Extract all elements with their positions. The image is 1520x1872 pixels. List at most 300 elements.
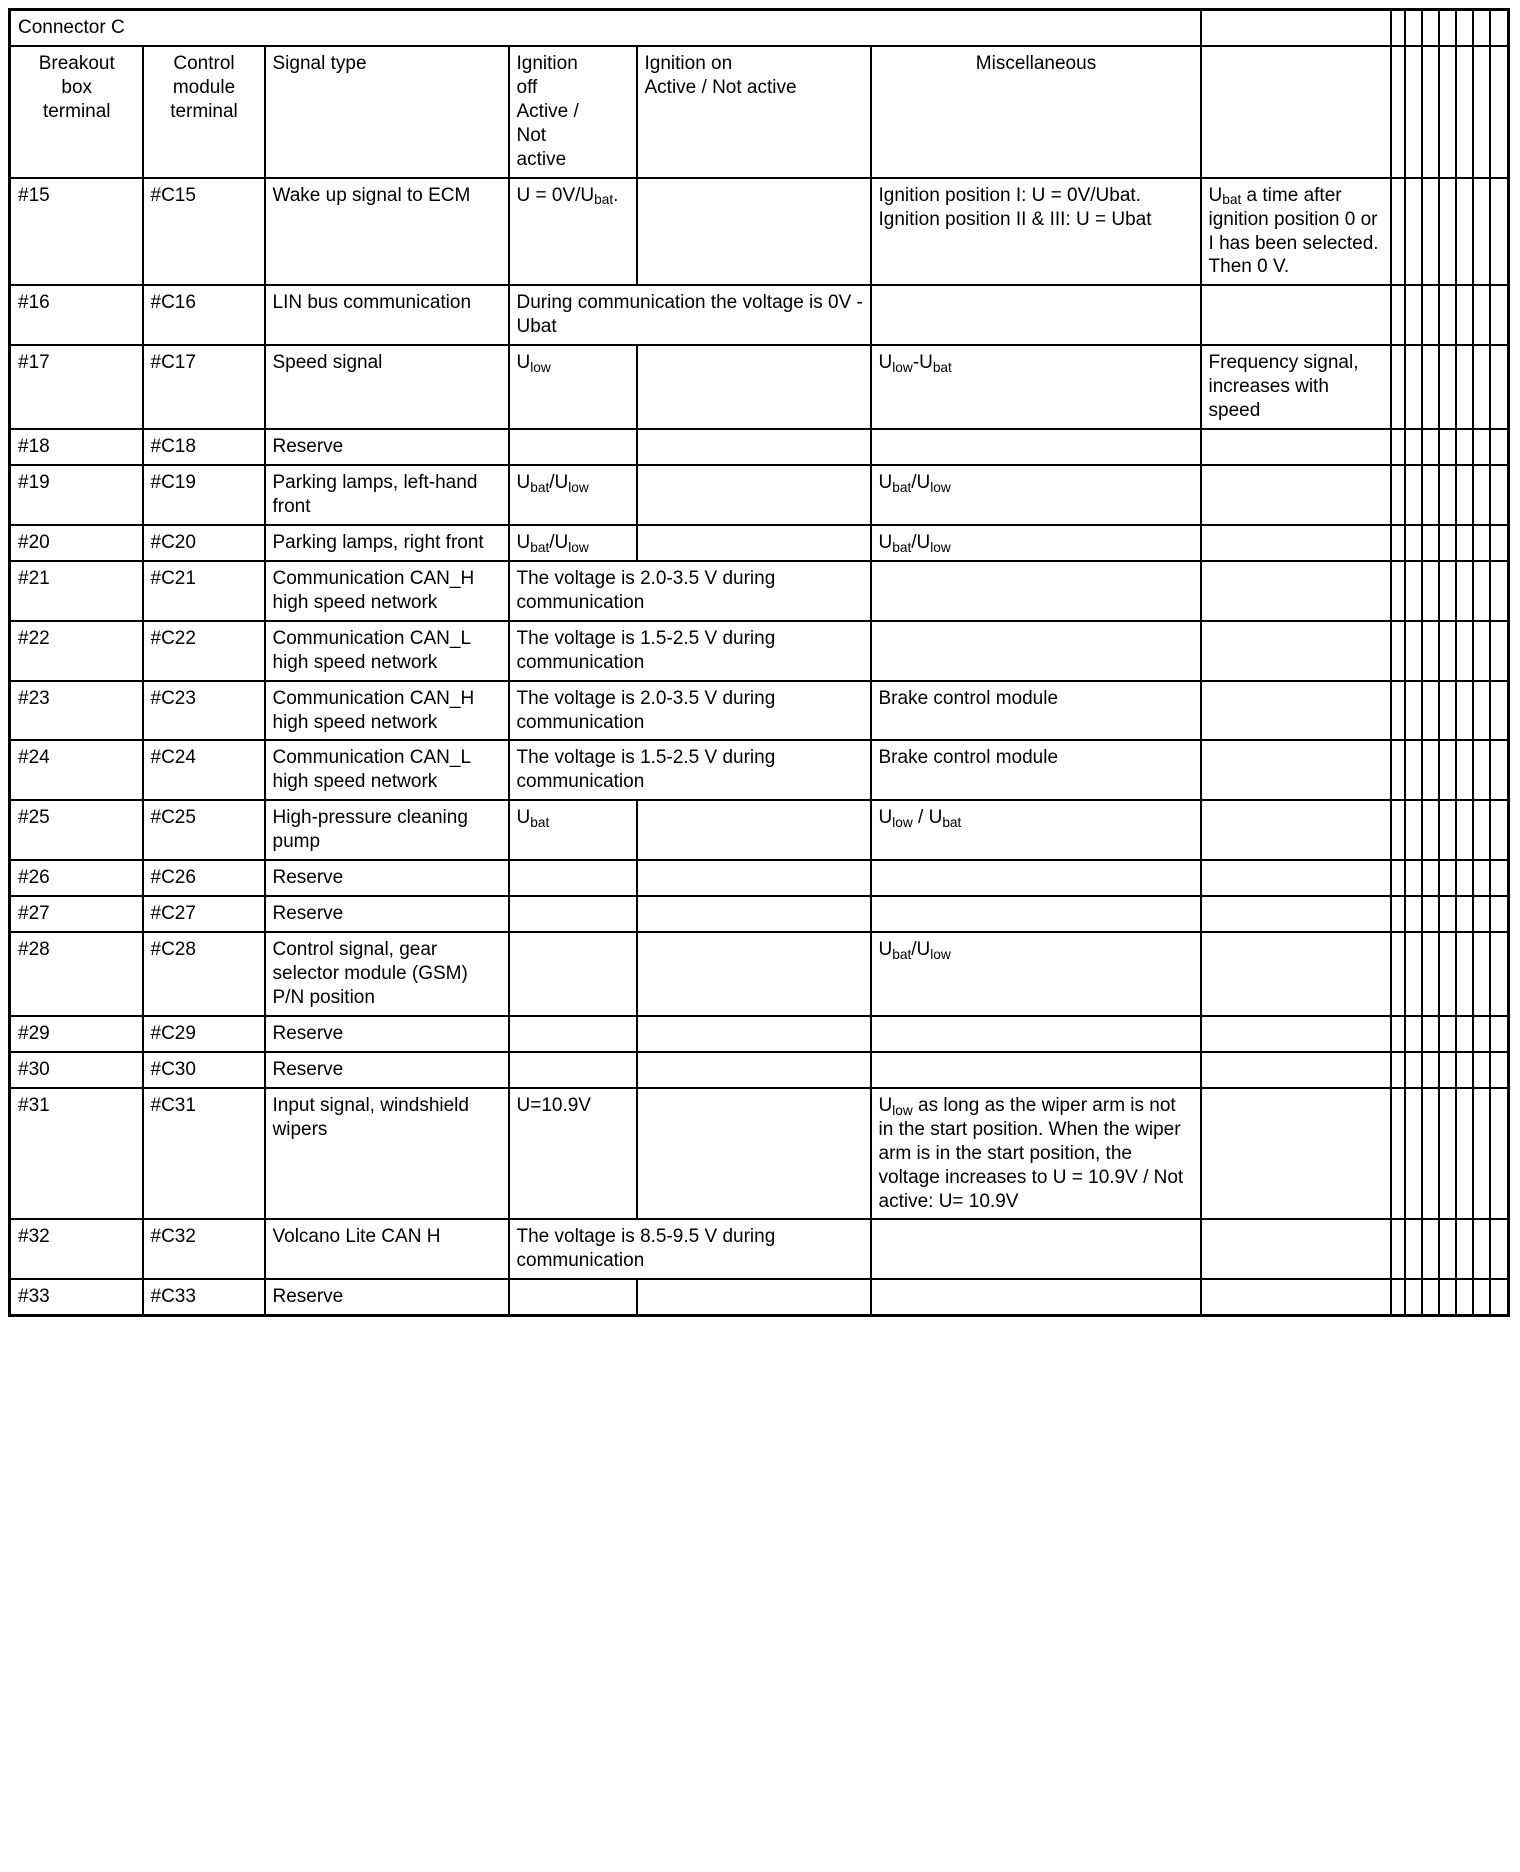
margin-cell — [1439, 1052, 1456, 1088]
margin-cell — [1405, 429, 1422, 465]
margin-cell — [1422, 932, 1439, 1016]
margin-cell — [1405, 860, 1422, 896]
header-signal-type: Signal type — [265, 46, 509, 178]
margin-cell — [1473, 681, 1490, 741]
margin-cell — [1405, 932, 1422, 1016]
cell-breakout-terminal: #16 — [10, 285, 143, 345]
cell-control-terminal: #C18 — [143, 429, 265, 465]
margin-cell — [1473, 800, 1490, 860]
margin-cell — [1391, 681, 1405, 741]
margin-cell — [1490, 896, 1509, 932]
margin-cell — [1422, 800, 1439, 860]
cell-extra — [1201, 896, 1391, 932]
cell-signal-type: Reserve — [265, 896, 509, 932]
cell-extra — [1201, 1052, 1391, 1088]
cell-control-terminal: #C32 — [143, 1219, 265, 1279]
table-row — [10, 681, 1509, 741]
cell-control-terminal: #C26 — [143, 860, 265, 896]
cell-ignition-on — [637, 860, 871, 896]
table-row — [10, 1016, 1509, 1052]
cell-extra — [1201, 429, 1391, 465]
cell-ignition-on — [637, 465, 871, 525]
margin-cell — [1405, 178, 1422, 286]
margin-cell — [1405, 345, 1422, 429]
margin-cell — [1473, 896, 1490, 932]
cell-control-terminal: #C33 — [143, 1279, 265, 1315]
cell-signal-type: Parking lamps, left-hand front — [265, 465, 509, 525]
margin-cell — [1422, 1016, 1439, 1052]
cell-ignition-on — [637, 1279, 871, 1315]
cell-signal-type: Communication CAN_H high speed network — [265, 561, 509, 621]
cell-ignition-on — [637, 1016, 871, 1052]
cell-control-terminal: #C30 — [143, 1052, 265, 1088]
margin-cell — [1391, 465, 1405, 525]
cell-ignition-off: $U_{bat}/U_{low}$ — [509, 465, 637, 525]
margin-cell — [1456, 1016, 1473, 1052]
cell-breakout-terminal: #28 — [10, 932, 143, 1016]
table-row — [10, 465, 1509, 525]
table-row — [10, 860, 1509, 896]
cell-breakout-terminal: #25 — [10, 800, 143, 860]
cell-ignition-off — [509, 429, 637, 465]
cell-miscellaneous — [871, 896, 1201, 932]
margin-cell — [1456, 800, 1473, 860]
margin-cell — [1391, 429, 1405, 465]
margin-cell — [1391, 896, 1405, 932]
margin-cell — [1456, 345, 1473, 429]
margin-cell — [1405, 525, 1422, 561]
margin-cell — [1456, 932, 1473, 1016]
margin-cell — [1490, 178, 1509, 286]
margin-cell — [1422, 1279, 1439, 1315]
cell-ignition-on — [637, 1088, 871, 1220]
table-row — [10, 740, 1509, 800]
margin-cell — [1490, 10, 1509, 46]
margin-cell — [1473, 465, 1490, 525]
margin-cell — [1490, 561, 1509, 621]
margin-cell — [1490, 46, 1509, 178]
cell-extra — [1201, 621, 1391, 681]
cell-ignition-merged: The voltage is 1.5-2.5 V during communication — [509, 621, 871, 681]
margin-cell — [1422, 1219, 1439, 1279]
cell-ignition-off: $U_{bat}$ — [509, 800, 637, 860]
header-ignition-off: Ignition off Active / Not active — [509, 46, 637, 178]
cell-signal-type: LIN bus communication — [265, 285, 509, 345]
cell-ignition-off — [509, 1052, 637, 1088]
cell-signal-type: Communication CAN_L high speed network — [265, 621, 509, 681]
cell-miscellaneous — [871, 1219, 1201, 1279]
cell-miscellaneous: Brake control module — [871, 740, 1201, 800]
cell-signal-type: Control signal, gear selector module (GSM) P/N position — [265, 932, 509, 1016]
cell-control-terminal: #C19 — [143, 465, 265, 525]
cell-control-terminal: #C23 — [143, 681, 265, 741]
margin-cell — [1391, 285, 1405, 345]
margin-cell — [1490, 932, 1509, 1016]
cell-ignition-on — [637, 345, 871, 429]
margin-cell — [1405, 740, 1422, 800]
cell-ignition-on — [637, 800, 871, 860]
cell-ignition-on — [637, 525, 871, 561]
margin-cell — [1456, 621, 1473, 681]
header-extra — [1201, 46, 1391, 178]
margin-cell — [1391, 345, 1405, 429]
cell-breakout-terminal: #18 — [10, 429, 143, 465]
margin-cell — [1405, 1088, 1422, 1220]
table-row — [10, 800, 1509, 860]
cell-breakout-terminal: #32 — [10, 1219, 143, 1279]
margin-cell — [1405, 681, 1422, 741]
margin-cell — [1391, 525, 1405, 561]
margin-cell — [1391, 1219, 1405, 1279]
cell-signal-type: Volcano Lite CAN H — [265, 1219, 509, 1279]
margin-cell — [1456, 178, 1473, 286]
margin-cell — [1490, 1219, 1509, 1279]
cell-extra — [1201, 932, 1391, 1016]
margin-cell — [1439, 345, 1456, 429]
margin-cell — [1473, 46, 1490, 178]
margin-cell — [1473, 525, 1490, 561]
margin-cell — [1405, 46, 1422, 178]
margin-cell — [1456, 429, 1473, 465]
margin-cell — [1490, 429, 1509, 465]
cell-breakout-terminal: #20 — [10, 525, 143, 561]
cell-ignition-on — [637, 429, 871, 465]
margin-cell — [1405, 1219, 1422, 1279]
table-row — [10, 896, 1509, 932]
cell-extra — [1201, 465, 1391, 525]
cell-breakout-terminal: #22 — [10, 621, 143, 681]
margin-cell — [1439, 932, 1456, 1016]
table-row — [10, 561, 1509, 621]
cell-control-terminal: #C21 — [143, 561, 265, 621]
cell-breakout-terminal: #29 — [10, 1016, 143, 1052]
margin-cell — [1473, 932, 1490, 1016]
cell-extra — [1201, 1219, 1391, 1279]
cell-ignition-off: U=10.9V — [509, 1088, 637, 1220]
table-row — [10, 932, 1509, 1016]
margin-cell — [1391, 621, 1405, 681]
cell-signal-type: Wake up signal to ECM — [265, 178, 509, 286]
cell-extra — [1201, 285, 1391, 345]
margin-cell — [1456, 46, 1473, 178]
margin-cell — [1473, 1219, 1490, 1279]
cell-control-terminal: #C28 — [143, 932, 265, 1016]
margin-cell — [1473, 1052, 1490, 1088]
margin-cell — [1391, 860, 1405, 896]
margin-cell — [1473, 860, 1490, 896]
cell-signal-type: Communication CAN_H high speed network — [265, 681, 509, 741]
margin-cell — [1473, 178, 1490, 286]
cell-control-terminal: #C31 — [143, 1088, 265, 1220]
cell-signal-type: Input signal, windshield wipers — [265, 1088, 509, 1220]
cell-ignition-merged: The voltage is 8.5-9.5 V during communication — [509, 1219, 871, 1279]
margin-cell — [1422, 46, 1439, 178]
cell-extra — [1201, 740, 1391, 800]
cell-miscellaneous: $U_{low}-U_{bat}$ — [871, 345, 1201, 429]
margin-cell — [1422, 465, 1439, 525]
margin-cell — [1422, 740, 1439, 800]
margin-cell — [1422, 1052, 1439, 1088]
margin-cell — [1422, 681, 1439, 741]
cell-breakout-terminal: #19 — [10, 465, 143, 525]
margin-cell — [1490, 621, 1509, 681]
margin-cell — [1422, 178, 1439, 286]
cell-control-terminal: #C29 — [143, 1016, 265, 1052]
cell-control-terminal: #C16 — [143, 285, 265, 345]
margin-cell — [1439, 1279, 1456, 1315]
margin-cell — [1391, 46, 1405, 178]
table-row — [10, 1052, 1509, 1088]
cell-breakout-terminal: #27 — [10, 896, 143, 932]
margin-cell — [1391, 1016, 1405, 1052]
table-row — [10, 429, 1509, 465]
margin-cell — [1439, 860, 1456, 896]
cell-ignition-merged: During communication the voltage is 0V - Ubat — [509, 285, 871, 345]
margin-cell — [1456, 285, 1473, 345]
margin-cell — [1456, 681, 1473, 741]
cell-ignition-off: $U_{low}$ — [509, 345, 637, 429]
margin-cell — [1405, 10, 1422, 46]
margin-cell — [1422, 345, 1439, 429]
cell-miscellaneous — [871, 1052, 1201, 1088]
margin-cell — [1391, 178, 1405, 286]
margin-cell — [1490, 1052, 1509, 1088]
margin-cell — [1422, 860, 1439, 896]
margin-cell — [1473, 345, 1490, 429]
cell-extra — [1201, 681, 1391, 741]
cell-control-terminal: #C15 — [143, 178, 265, 286]
cell-ignition-off: $U_{bat}/U_{low}$ — [509, 525, 637, 561]
margin-cell — [1473, 429, 1490, 465]
table-title-row — [10, 10, 1509, 46]
cell-extra: $U_{bat}$ a time after ignition position 0 or I has been selected. Then 0 V. — [1201, 178, 1391, 286]
margin-cell — [1422, 429, 1439, 465]
cell-extra — [1201, 1088, 1391, 1220]
margin-cell — [1456, 561, 1473, 621]
cell-breakout-terminal: #31 — [10, 1088, 143, 1220]
margin-cell — [1490, 1088, 1509, 1220]
cell-breakout-terminal: #15 — [10, 178, 143, 286]
cell-extra — [1201, 860, 1391, 896]
margin-cell — [1405, 1016, 1422, 1052]
margin-cell — [1473, 740, 1490, 800]
cell-control-terminal: #C20 — [143, 525, 265, 561]
margin-cell — [1422, 896, 1439, 932]
cell-signal-type: Reserve — [265, 860, 509, 896]
cell-miscellaneous: $U_{bat}/U_{low}$ — [871, 932, 1201, 1016]
cell-signal-type: High-pressure cleaning pump — [265, 800, 509, 860]
margin-cell — [1422, 10, 1439, 46]
margin-cell — [1422, 1088, 1439, 1220]
margin-cell — [1422, 561, 1439, 621]
table-row — [10, 525, 1509, 561]
cell-control-terminal: #C24 — [143, 740, 265, 800]
margin-cell — [1456, 1219, 1473, 1279]
cell-miscellaneous — [871, 860, 1201, 896]
cell-ignition-off — [509, 1016, 637, 1052]
margin-cell — [1456, 465, 1473, 525]
cell-ignition-merged: The voltage is 2.0-3.5 V during communication — [509, 681, 871, 741]
margin-cell — [1439, 561, 1456, 621]
cell-miscellaneous — [871, 285, 1201, 345]
margin-cell — [1439, 1219, 1456, 1279]
cell-miscellaneous — [871, 1016, 1201, 1052]
cell-miscellaneous: $U_{bat}/U_{low}$ — [871, 525, 1201, 561]
margin-cell — [1490, 681, 1509, 741]
cell-miscellaneous — [871, 429, 1201, 465]
cell-miscellaneous: Ignition position I: U = 0V/Ubat. Ignition position II & III: U = Ubat — [871, 178, 1201, 286]
cell-miscellaneous: $U_{low} / U_{bat}$ — [871, 800, 1201, 860]
margin-cell — [1490, 525, 1509, 561]
margin-cell — [1456, 10, 1473, 46]
title-extra-cell — [1201, 10, 1391, 46]
cell-ignition-off — [509, 932, 637, 1016]
margin-cell — [1391, 800, 1405, 860]
margin-cell — [1391, 561, 1405, 621]
table-row — [10, 285, 1509, 345]
cell-control-terminal: #C17 — [143, 345, 265, 429]
cell-signal-type: Reserve — [265, 429, 509, 465]
cell-ignition-on — [637, 932, 871, 1016]
cell-breakout-terminal: #21 — [10, 561, 143, 621]
margin-cell — [1473, 561, 1490, 621]
cell-miscellaneous — [871, 1279, 1201, 1315]
margin-cell — [1391, 932, 1405, 1016]
margin-cell — [1473, 285, 1490, 345]
margin-cell — [1456, 525, 1473, 561]
cell-ignition-off — [509, 1279, 637, 1315]
cell-signal-type: Reserve — [265, 1052, 509, 1088]
margin-cell — [1490, 345, 1509, 429]
header-breakout-box-terminal: Breakout box terminal — [10, 46, 143, 178]
margin-cell — [1405, 465, 1422, 525]
cell-extra — [1201, 561, 1391, 621]
page-title: Connector C — [10, 10, 1201, 46]
margin-cell — [1490, 1279, 1509, 1315]
margin-cell — [1405, 1279, 1422, 1315]
margin-cell — [1473, 1279, 1490, 1315]
margin-cell — [1456, 1088, 1473, 1220]
table-row — [10, 178, 1509, 286]
header-control-module-terminal: Control module terminal — [143, 46, 265, 178]
margin-cell — [1456, 896, 1473, 932]
margin-cell — [1405, 621, 1422, 681]
margin-cell — [1391, 1052, 1405, 1088]
cell-miscellaneous: Brake control module — [871, 681, 1201, 741]
cell-control-terminal: #C25 — [143, 800, 265, 860]
cell-miscellaneous: $U_{low}$ as long as the wiper arm is not in the start position. When the wiper arm is in the start position, the voltage increases to U = 10.9V / Not active: U= 10.9V — [871, 1088, 1201, 1220]
margin-cell — [1405, 800, 1422, 860]
cell-miscellaneous — [871, 621, 1201, 681]
margin-cell — [1439, 740, 1456, 800]
cell-ignition-merged: The voltage is 2.0-3.5 V during communication — [509, 561, 871, 621]
margin-cell — [1422, 621, 1439, 681]
margin-cell — [1490, 465, 1509, 525]
table-row — [10, 621, 1509, 681]
margin-cell — [1405, 1052, 1422, 1088]
margin-cell — [1490, 1016, 1509, 1052]
cell-signal-type: Parking lamps, right front — [265, 525, 509, 561]
margin-cell — [1439, 525, 1456, 561]
table-row — [10, 345, 1509, 429]
header-miscellaneous: Miscellaneous — [871, 46, 1201, 178]
margin-cell — [1391, 1279, 1405, 1315]
margin-cell — [1490, 800, 1509, 860]
margin-cell — [1405, 285, 1422, 345]
margin-cell — [1391, 1088, 1405, 1220]
margin-cell — [1473, 1016, 1490, 1052]
margin-cell — [1456, 1279, 1473, 1315]
cell-control-terminal: #C27 — [143, 896, 265, 932]
margin-cell — [1456, 740, 1473, 800]
connector-c-table — [8, 8, 1510, 1317]
margin-cell — [1490, 285, 1509, 345]
cell-extra — [1201, 525, 1391, 561]
margin-cell — [1439, 800, 1456, 860]
margin-cell — [1456, 860, 1473, 896]
cell-extra — [1201, 1016, 1391, 1052]
margin-cell — [1473, 10, 1490, 46]
cell-breakout-terminal: #24 — [10, 740, 143, 800]
cell-miscellaneous — [871, 561, 1201, 621]
cell-breakout-terminal: #23 — [10, 681, 143, 741]
table-row — [10, 1088, 1509, 1220]
cell-ignition-off: $U = 0V/U_{bat}$. — [509, 178, 637, 286]
margin-cell — [1439, 1088, 1456, 1220]
margin-cell — [1391, 740, 1405, 800]
cell-breakout-terminal: #30 — [10, 1052, 143, 1088]
cell-extra — [1201, 800, 1391, 860]
margin-cell — [1439, 1016, 1456, 1052]
margin-cell — [1405, 561, 1422, 621]
margin-cell — [1422, 525, 1439, 561]
cell-breakout-terminal: #33 — [10, 1279, 143, 1315]
cell-ignition-merged: The voltage is 1.5-2.5 V during communication — [509, 740, 871, 800]
cell-signal-type: Speed signal — [265, 345, 509, 429]
margin-cell — [1439, 10, 1456, 46]
cell-signal-type: Communication CAN_L high speed network — [265, 740, 509, 800]
margin-cell — [1439, 896, 1456, 932]
cell-signal-type: Reserve — [265, 1016, 509, 1052]
margin-cell — [1391, 10, 1405, 46]
header-ignition-on: Ignition on Active / Not active — [637, 46, 871, 178]
cell-breakout-terminal: #26 — [10, 860, 143, 896]
cell-control-terminal: #C22 — [143, 621, 265, 681]
cell-miscellaneous: $U_{bat}/U_{low}$ — [871, 465, 1201, 525]
margin-cell — [1439, 285, 1456, 345]
cell-ignition-off — [509, 896, 637, 932]
cell-breakout-terminal: #17 — [10, 345, 143, 429]
cell-ignition-off — [509, 860, 637, 896]
cell-extra: Frequency signal, increases with speed — [1201, 345, 1391, 429]
margin-cell — [1473, 1088, 1490, 1220]
margin-cell — [1422, 285, 1439, 345]
margin-cell — [1439, 465, 1456, 525]
cell-signal-type: Reserve — [265, 1279, 509, 1315]
cell-extra — [1201, 1279, 1391, 1315]
margin-cell — [1490, 740, 1509, 800]
margin-cell — [1405, 896, 1422, 932]
margin-cell — [1439, 178, 1456, 286]
table-row — [10, 1279, 1509, 1315]
margin-cell — [1490, 860, 1509, 896]
cell-ignition-on — [637, 1052, 871, 1088]
margin-cell — [1439, 429, 1456, 465]
margin-cell — [1439, 621, 1456, 681]
margin-cell — [1473, 621, 1490, 681]
margin-cell — [1456, 1052, 1473, 1088]
margin-cell — [1439, 46, 1456, 178]
